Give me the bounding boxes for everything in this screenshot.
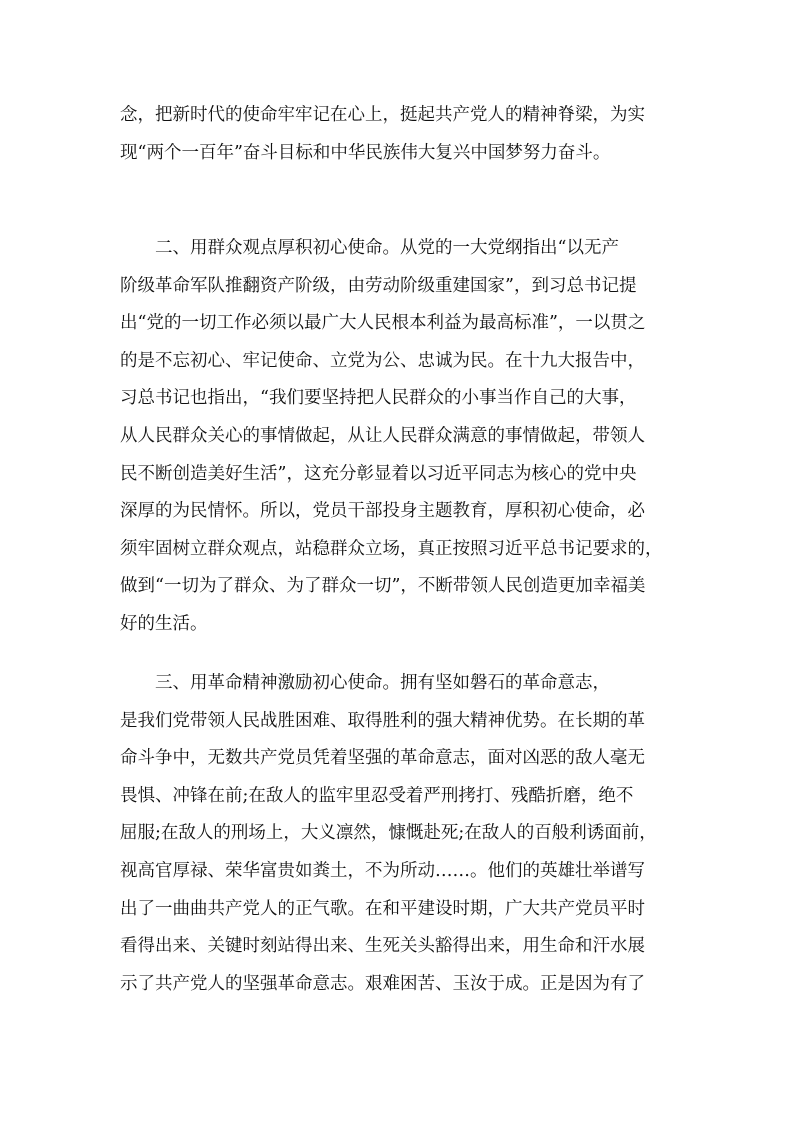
paragraph-continuation xyxy=(120,97,680,172)
text-line: 深厚的为民情怀。所以，党员干部投身主题教育，厚积初心使命，必 xyxy=(120,501,645,522)
text-line: 民不断创造美好生活”，这充分彰显着以习近平同志为核心的党中央 xyxy=(120,463,637,484)
text-line: 习总书记也指出，“我们要坚持把人民群众的小事当作自己的大事， xyxy=(120,388,637,409)
text-line: 念，把新时代的使命牢牢记在心上，挺起共产党人的精神脊梁，为实 xyxy=(120,105,645,125)
text-line: 命斗争中，无数共产党员凭着坚强的革命意志，面对凶恶的敌人毫无 xyxy=(120,748,645,769)
text-line: 从人民群众关心的事情做起，从让人民群众满意的事情做起，带领人 xyxy=(120,425,645,446)
text-line: 二、用群众观点厚积初心使命。从党的一大党纲指出“以无产 xyxy=(120,238,619,258)
text-line: 出了一曲曲共产党人的正气歌。在和平建设时期，广大共产党员平时 xyxy=(120,898,645,919)
text-line: 看得出来、关键时刻站得出来、生死关头豁得出来，用生命和汗水展 xyxy=(120,936,645,957)
text-line: 是我们党带领人民战胜困难、取得胜利的强大精神优势。在长期的革 xyxy=(120,710,645,731)
text-line: 阶级革命军队推翻资产阶级，由劳动阶级重建国家”，到习总书记提 xyxy=(120,275,637,296)
text-line: 出“党的一切工作必须以最广大人民根本利益为最高标准”，一以贯之 xyxy=(120,313,646,334)
text-line: 视高官厚禄、荣华富贵如粪土，不为所动……。他们的英雄壮举谱写 xyxy=(120,860,645,881)
text-line: 现“两个一百年”奋斗目标和中华民族伟大复兴中国梦努力奋斗。 xyxy=(120,142,611,163)
text-line: 做到“一切为了群众、为了群众一切”，不断带领人民创造更加幸福美 xyxy=(120,576,646,597)
text-line: 须牢固树立群众观点，站稳群众立场，真正按照习近平总书记要求的， xyxy=(120,538,663,559)
text-line: 示了共产党人的坚强革命意志。艰难困苦、玉汝于成。正是因为有了 xyxy=(120,973,645,994)
paragraph-section-two xyxy=(120,230,680,644)
text-line: 好的生活。 xyxy=(120,613,208,634)
text-line: 的是不忘初心、牢记使命、立党为公、忠诚为民。在十九大报告中， xyxy=(120,350,645,371)
paragraph-section-three xyxy=(120,665,680,1003)
text-line: 三、用革命精神激励初心使命。拥有坚如磐石的革命意志， xyxy=(120,673,610,693)
text-line: 屈服;在敌人的刑场上，大义凛然，慷慨赴死;在敌人的百般利诱面前， xyxy=(120,823,657,844)
text-line: 畏惧、冲锋在前;在敌人的监牢里忍受着严刑拷打、残酷折磨，绝不 xyxy=(120,785,634,806)
